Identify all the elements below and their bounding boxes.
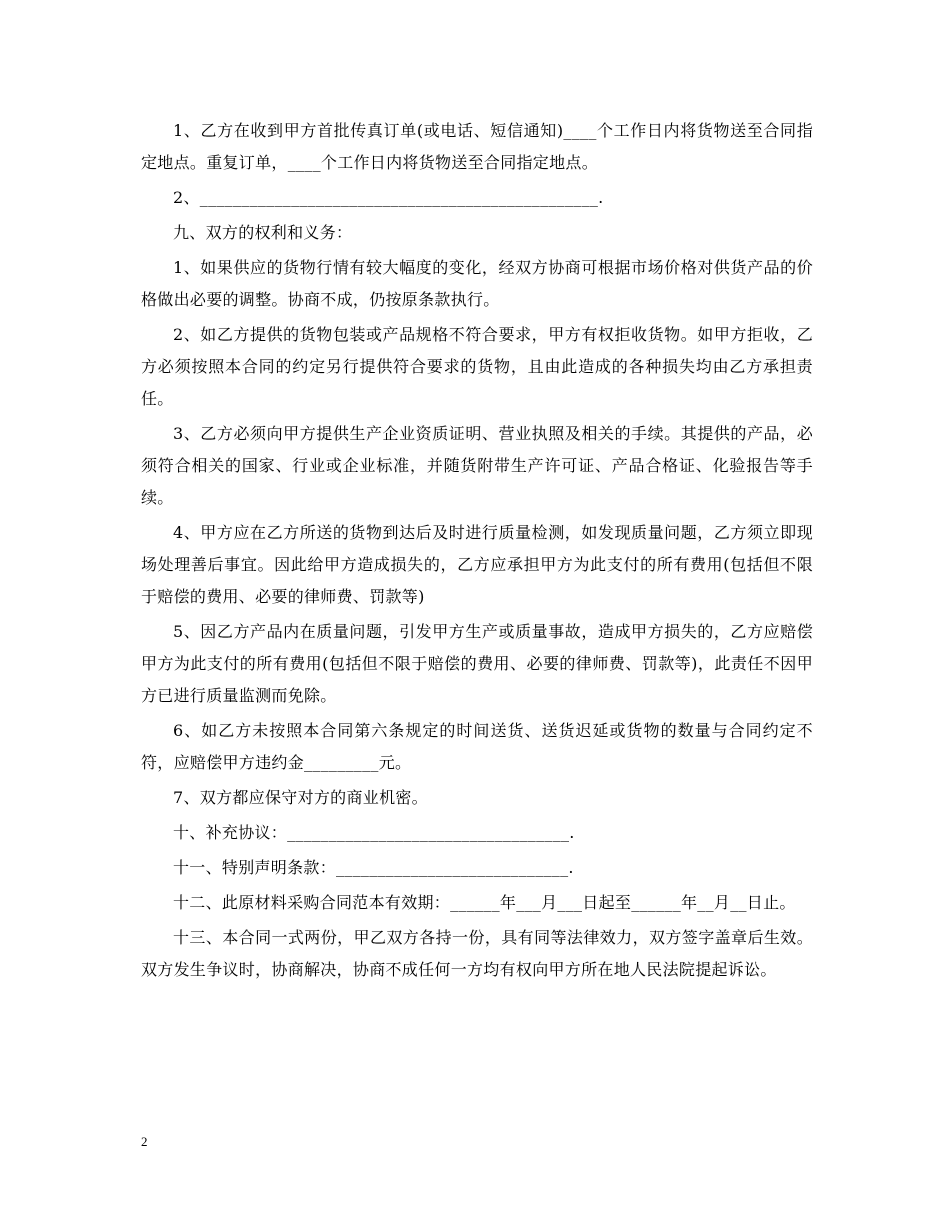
section-special-terms: 十一、特别声明条款：____________________________. <box>173 858 574 877</box>
paragraph-delivery-2: 2、________________________________________________. <box>173 188 604 207</box>
paragraph-delivery-1: 1、乙方在收到甲方首批传真订单(或电话、短信通知)____个工作日内将货物送至合同指定地点。重复订单，____个工作日内将货物送至合同指定地点。 <box>141 121 813 172</box>
document-body <box>141 115 813 989</box>
section-validity: 十二、此原材料采购合同范本有效期：______年___月___日起至______年__月__日止。 <box>173 893 796 912</box>
section-heading-rights: 九、双方的权利和义务： <box>173 223 353 242</box>
section-copies: 十三、本合同一式两份，甲乙双方各持一份，具有同等法律效力，双方签字盖章后生效。双方发生争议时，协商解决，协商不成任何一方均有权向甲方所在地人民法院提起诉讼。 <box>141 928 813 979</box>
paragraph-rights-1: 1、如果供应的货物行情有较大幅度的变化，经双方协商可根据市场价格对供货产品的价格做出必要的调整。协商不成，仍按原条款执行。 <box>141 258 813 309</box>
paragraph-rights-5: 5、因乙方产品内在质量问题，引发甲方生产或质量事故，造成甲方损失的，乙方应赔偿甲方为此支付的所有费用(包括但不限于赔偿的费用、必要的律师费、罚款等)，此责任不因甲方已进行质量监测而免除。 <box>141 622 813 705</box>
paragraph-rights-2: 2、如乙方提供的货物包装或产品规格不符合要求，甲方有权拒收货物。如甲方拒收，乙方必须按照本合同的约定另行提供符合要求的货物，且由此造成的各种损失均由乙方承担责任。 <box>141 325 813 408</box>
paragraph-rights-4: 4、甲方应在乙方所送的货物到达后及时进行质量检测，如发现质量问题，乙方须立即现场处理善后事宜。因此给甲方造成损失的，乙方应承担甲方为此支付的所有费用(包括但不限于赔偿的费用、必要的律师费、罚款等) <box>141 523 813 606</box>
paragraph-rights-3: 3、乙方必须向甲方提供生产企业资质证明、营业执照及相关的手续。其提供的产品，必须符合相关的国家、行业或企业标准，并随货附带生产许可证、产品合格证、化验报告等手续。 <box>141 424 813 507</box>
page-number: 2 <box>141 1134 148 1149</box>
paragraph-rights-6: 6、如乙方未按照本合同第六条规定的时间送货、送货迟延或货物的数量与合同约定不符，应赔偿甲方违约金_________元。 <box>141 721 813 772</box>
section-supplementary: 十、补充协议：__________________________________. <box>173 823 575 842</box>
paragraph-rights-7: 7、双方都应保守对方的商业机密。 <box>173 788 428 807</box>
